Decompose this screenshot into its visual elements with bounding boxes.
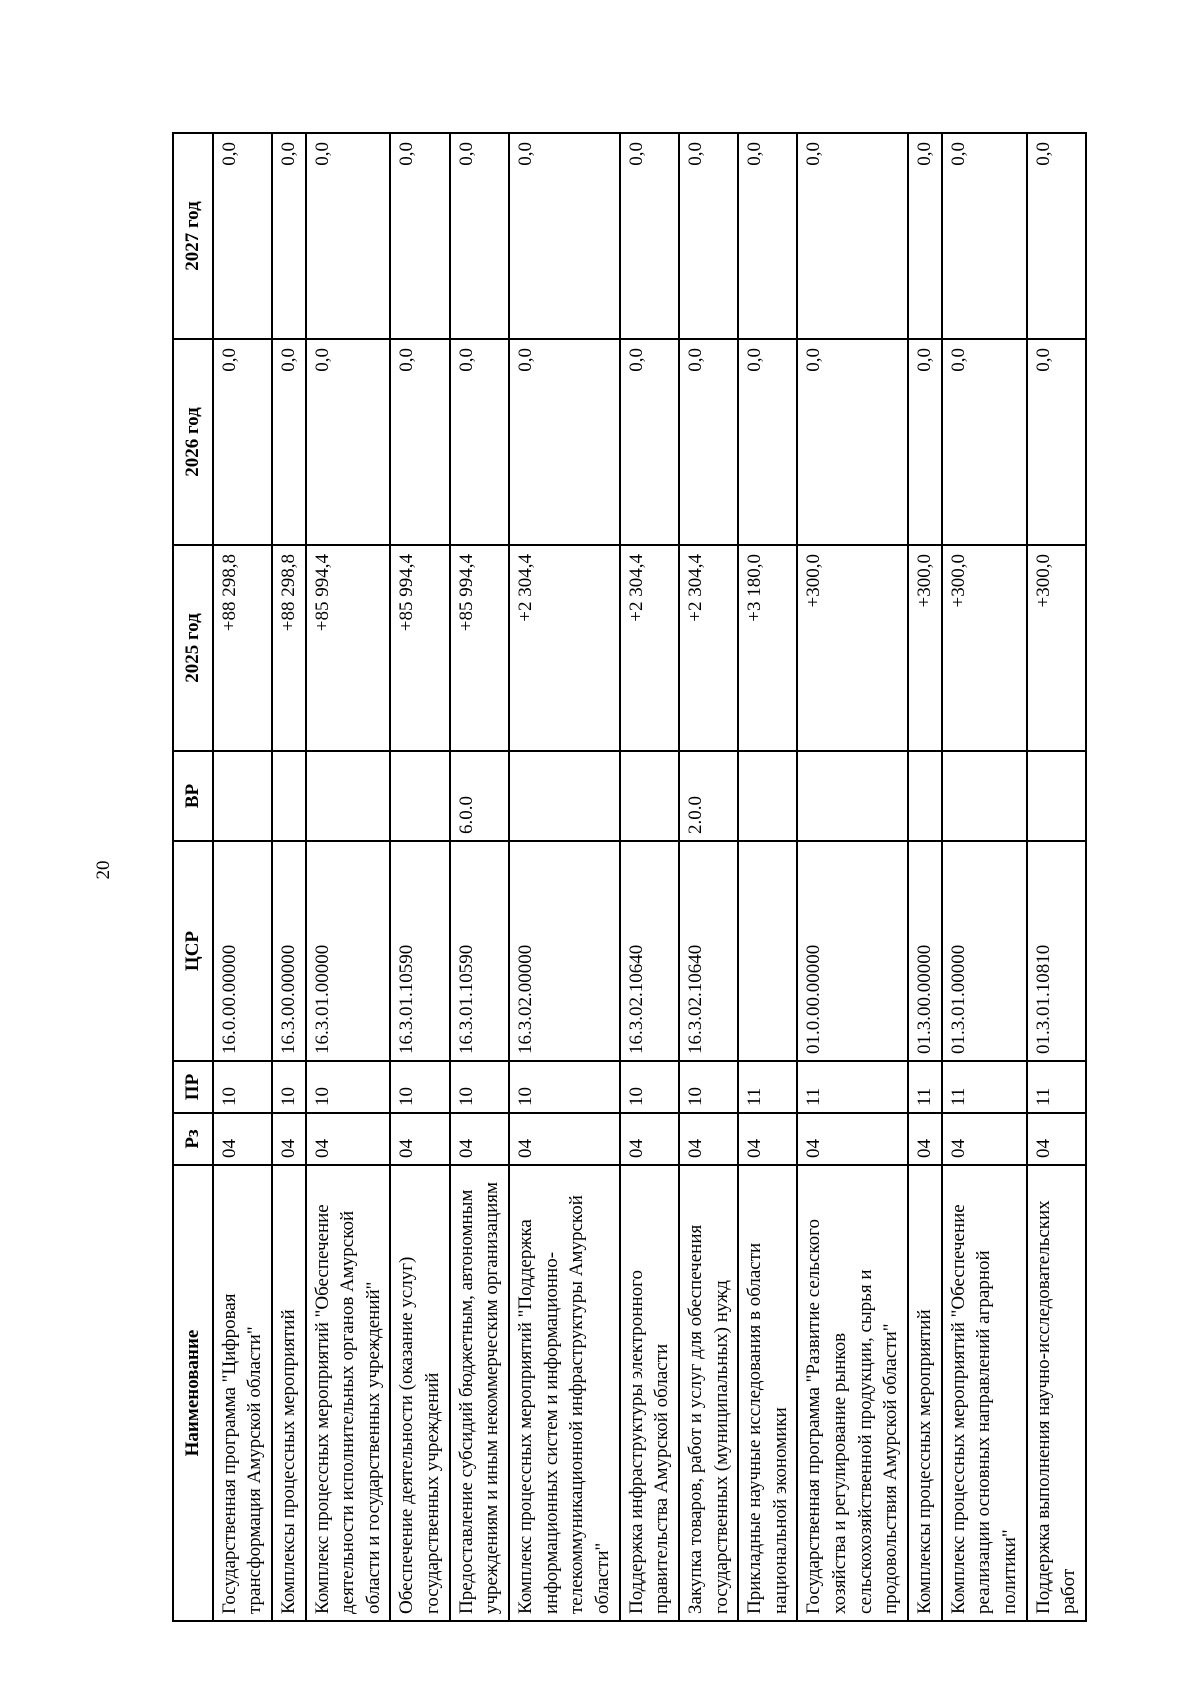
table-row xyxy=(509,133,620,1621)
cell-rz: 04 xyxy=(213,1113,272,1165)
cell-pr: 10 xyxy=(450,1061,509,1113)
cell-2025: +300,0 xyxy=(797,545,908,751)
cell-2026: 0,0 xyxy=(797,339,908,545)
budget-table-container xyxy=(172,134,1096,1622)
cell-2025: +2 304,4 xyxy=(509,545,620,751)
cell-csr: 01.3.01.10810 xyxy=(1027,841,1086,1061)
header-2026: 2026 год xyxy=(173,339,213,545)
cell-vr xyxy=(390,751,449,841)
cell-2027: 0,0 xyxy=(390,133,449,339)
cell-2026: 0,0 xyxy=(272,339,306,545)
table-row xyxy=(738,133,797,1621)
cell-2027: 0,0 xyxy=(679,133,738,339)
cell-pr: 10 xyxy=(306,1061,391,1113)
cell-2026: 0,0 xyxy=(908,339,942,545)
cell-rz: 04 xyxy=(509,1113,620,1165)
table-row xyxy=(620,133,679,1621)
cell-vr xyxy=(1027,751,1086,841)
cell-csr: 16.3.01.10590 xyxy=(390,841,449,1061)
header-2027: 2027 год xyxy=(173,133,213,339)
cell-vr: 6.0.0 xyxy=(450,751,509,841)
table-row xyxy=(272,133,306,1621)
cell-2026: 0,0 xyxy=(1027,339,1086,545)
cell-2025: +300,0 xyxy=(942,545,1027,751)
cell-2026: 0,0 xyxy=(942,339,1027,545)
cell-pr: 10 xyxy=(213,1061,272,1113)
cell-name: Комплекс процессных мероприятий "Обеспечение деятельности исполнительных органов Амурской области и государственных учреждений" xyxy=(306,1165,391,1621)
cell-2025: +300,0 xyxy=(908,545,942,751)
cell-rz: 04 xyxy=(797,1113,908,1165)
cell-vr xyxy=(797,751,908,841)
table-row xyxy=(1027,133,1086,1621)
table-header-row xyxy=(173,133,213,1621)
cell-name: Поддержка инфраструктуры электронного правительства Амурской области xyxy=(620,1165,679,1621)
cell-vr xyxy=(272,751,306,841)
cell-name: Комплексы процессных мероприятий xyxy=(908,1165,942,1621)
cell-name: Обеспечение деятельности (оказание услуг) государственных учреждений xyxy=(390,1165,449,1621)
cell-2025: +85 994,4 xyxy=(390,545,449,751)
cell-rz: 04 xyxy=(942,1113,1027,1165)
cell-name: Предоставление субсидий бюджетным, автономным учреждениям и иным некоммерческим организациям xyxy=(450,1165,509,1621)
cell-vr xyxy=(942,751,1027,841)
cell-name: Государственная программа "Развитие сельского хозяйства и регулирование рынков сельскохозяйственной продукции, сырья и продовольствия Амурской области" xyxy=(797,1165,908,1621)
cell-2025: +85 994,4 xyxy=(450,545,509,751)
table-row xyxy=(450,133,509,1621)
cell-name: Прикладные научные исследования в области национальной экономики xyxy=(738,1165,797,1621)
table-row xyxy=(213,133,272,1621)
cell-2027: 0,0 xyxy=(509,133,620,339)
cell-csr: 16.3.01.10590 xyxy=(450,841,509,1061)
cell-2027: 0,0 xyxy=(908,133,942,339)
cell-csr: 16.3.00.00000 xyxy=(272,841,306,1061)
cell-pr: 11 xyxy=(942,1061,1027,1113)
cell-vr xyxy=(509,751,620,841)
header-pr: ПР xyxy=(173,1061,213,1113)
cell-2025: +300,0 xyxy=(1027,545,1086,751)
cell-rz: 04 xyxy=(272,1113,306,1165)
table-row xyxy=(797,133,908,1621)
header-name: Наименование xyxy=(173,1165,213,1621)
cell-pr: 11 xyxy=(908,1061,942,1113)
cell-2027: 0,0 xyxy=(738,133,797,339)
cell-csr: 16.3.02.00000 xyxy=(509,841,620,1061)
cell-csr: 16.0.00.00000 xyxy=(213,841,272,1061)
cell-2026: 0,0 xyxy=(306,339,391,545)
cell-csr xyxy=(738,841,797,1061)
cell-rz: 04 xyxy=(1027,1113,1086,1165)
cell-csr: 16.3.02.10640 xyxy=(620,841,679,1061)
cell-csr: 01.3.01.00000 xyxy=(942,841,1027,1061)
cell-2025: +88 298,8 xyxy=(272,545,306,751)
cell-vr xyxy=(620,751,679,841)
table-row xyxy=(908,133,942,1621)
header-2025: 2025 год xyxy=(173,545,213,751)
cell-rz: 04 xyxy=(390,1113,449,1165)
cell-rz: 04 xyxy=(450,1113,509,1165)
cell-vr xyxy=(306,751,391,841)
cell-2027: 0,0 xyxy=(213,133,272,339)
table-row xyxy=(679,133,738,1621)
cell-pr: 10 xyxy=(679,1061,738,1113)
cell-2026: 0,0 xyxy=(679,339,738,545)
cell-2027: 0,0 xyxy=(450,133,509,339)
cell-name: Комплекс процессных мероприятий "Поддержка информационных систем и информационно-телекоммуникационной инфраструктуры Амурской области" xyxy=(509,1165,620,1621)
cell-2026: 0,0 xyxy=(738,339,797,545)
cell-pr: 11 xyxy=(738,1061,797,1113)
cell-2026: 0,0 xyxy=(390,339,449,545)
cell-2025: +88 298,8 xyxy=(213,545,272,751)
header-csr: ЦСР xyxy=(173,841,213,1061)
cell-rz: 04 xyxy=(679,1113,738,1165)
cell-vr: 2.0.0 xyxy=(679,751,738,841)
cell-2026: 0,0 xyxy=(450,339,509,545)
cell-name: Комплекс процессных мероприятий "Обеспечение реализации основных направлений аграрной политики" xyxy=(942,1165,1027,1621)
cell-name: Комплексы процессных мероприятий xyxy=(272,1165,306,1621)
cell-rz: 04 xyxy=(738,1113,797,1165)
cell-2026: 0,0 xyxy=(509,339,620,545)
cell-vr xyxy=(908,751,942,841)
cell-csr: 01.3.00.00000 xyxy=(908,841,942,1061)
table-row xyxy=(390,133,449,1621)
table-row xyxy=(306,133,391,1621)
cell-name: Государственная программа "Цифровая трансформация Амурской области" xyxy=(213,1165,272,1621)
cell-2025: +2 304,4 xyxy=(620,545,679,751)
cell-pr: 10 xyxy=(620,1061,679,1113)
header-rz: Рз xyxy=(173,1113,213,1165)
cell-pr: 10 xyxy=(509,1061,620,1113)
cell-name: Поддержка выполнения научно-исследовательских работ xyxy=(1027,1165,1086,1621)
cell-rz: 04 xyxy=(620,1113,679,1165)
cell-2027: 0,0 xyxy=(272,133,306,339)
cell-rz: 04 xyxy=(908,1113,942,1165)
cell-2025: +85 994,4 xyxy=(306,545,391,751)
cell-2026: 0,0 xyxy=(213,339,272,545)
header-vr: ВР xyxy=(173,751,213,841)
cell-pr: 11 xyxy=(797,1061,908,1113)
budget-table xyxy=(172,132,1087,1622)
cell-name: Закупка товаров, работ и услуг для обеспечения государственных (муниципальных) нужд xyxy=(679,1165,738,1621)
cell-csr: 01.0.00.00000 xyxy=(797,841,908,1061)
cell-2025: +3 180,0 xyxy=(738,545,797,751)
cell-csr: 16.3.01.00000 xyxy=(306,841,391,1061)
cell-pr: 10 xyxy=(390,1061,449,1113)
cell-pr: 11 xyxy=(1027,1061,1086,1113)
cell-2027: 0,0 xyxy=(1027,133,1086,339)
cell-2026: 0,0 xyxy=(620,339,679,545)
cell-csr: 16.3.02.10640 xyxy=(679,841,738,1061)
table-row xyxy=(942,133,1027,1621)
cell-vr xyxy=(738,751,797,841)
cell-rz: 04 xyxy=(306,1113,391,1165)
cell-2027: 0,0 xyxy=(620,133,679,339)
cell-vr xyxy=(213,751,272,841)
cell-2027: 0,0 xyxy=(797,133,908,339)
cell-2027: 0,0 xyxy=(942,133,1027,339)
cell-2027: 0,0 xyxy=(306,133,391,339)
cell-2025: +2 304,4 xyxy=(679,545,738,751)
page-number: 20 xyxy=(93,860,114,880)
cell-pr: 10 xyxy=(272,1061,306,1113)
